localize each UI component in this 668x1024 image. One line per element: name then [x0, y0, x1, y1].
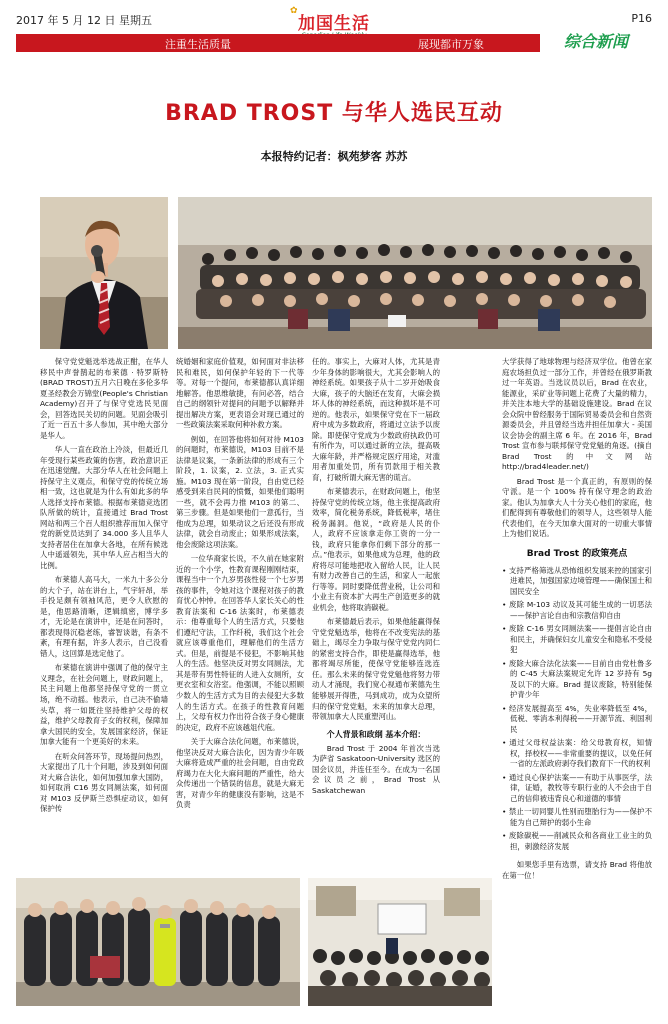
paragraph: 布莱德最后表示，如果他能赢得保守党党魁选举，他将在不改变宪法的基础上，竭尽全力争取与保守党党内同仁的紧密支持合作，即使是赢得选举，他都将竭尽所能，使保守党能够连选连任。那么未来的保守党党魁他将努力带动人才涌现，我们宽心视通布莱德先生能够展开得胜，马到成功，成为众望所归的保守党党魁，未来的加拿大总理，带领加拿大人民重塑河山。	[312, 617, 440, 722]
article-title: BRAD TROST 与华人选民互动	[165, 101, 503, 126]
paragraph: 一位华裔家长说，不久前在她家附近的一个小学，性教育课程刚刚结束，课程当中一个九岁男孩性侵一个七岁男孩的事件，令她对这个课程对孩子的教育忧心忡忡。在回答华人家长关心的性教育法案和 C-16 法案时，布莱德表示：他尊重每个人的生活方式，只要他们遵纪守法，工作纤税，我们这个社会就应该尊重他们，理解他们的生活方式。但是，前提是不侵犯，不影响其他人的生活。他坚决反对男女同厕法，尤其是带有男性特征的人进入女厕所，女更衣室和女浴室。他强调，不能以照顾少数人的生活方式为目的去侵犯大多数人的生活方式。在孩子的性教育问题上，父母有权力作出符合孩子身心健康的决定，政府不应该越俎代庖。	[176, 554, 304, 732]
highlight-item: • 废除大麻合法化法案——目前自由党杜鲁多的 C-45 大麻法案规定允许 12 岁持有 5g 及以下的大麻。Brad 提议废除，特别能保护青少年	[502, 659, 652, 701]
paragraph: 例如，在回答他将如何对待 M103 的问题时，布莱德说，M103 目前不是法律是议案，一条新法律的形成有三个阶段，1. 议案，2. 立法，3. 正式实施。M103 现在第一阶段，自由党已经感受到来自民间的愤慨，如果他们聪明一些，就不会再力推 M103 的第二、第三步骤。但是如果他们一意孤行，当他成为总理，如果动议之后还没有形成法律，就会自动废止；如果形成法案，他会废除这项法案。	[176, 434, 304, 549]
paragraph: 布莱德人高马大，一米九十多公分的大个子，站在讲台上，气宇轩昂，举手投足颇有领袖风范，更令人欣慰的是，他思路清晰，逻辑缜密，博学多才，无论是在演讲中，还是在问答时，都表现得沉稳老练，睿智谈谐，有条不紊，有理有据，许多人表示，自己没看错人，这回算是选定他了。	[40, 575, 168, 658]
highlight-item: • 废除 C-16 男女同厕法案——提倡言论自由和民主，并确保妇女儿童安全和隐私不受侵犯	[502, 624, 652, 656]
paragraph: 统婚姻和家庭价值观，如何面对非法移民和难民，如何保护年轻的下一代等等。对每一个提问，布莱德都认真详细地解答。他思维敏捷，有问必答，结合自己的纲领针对提问的问题予以解释并提出解决方案，更表语会对现已通过的一些政策法案采取何种补救方案。	[176, 357, 304, 430]
paragraph: 华人一直在政治上冷淡，但最近几年受现行某些政策的伤害，政治意识正在迅速觉醒。大部分华人在社会问题上持保守主义观点，和保守党的传统立场相一致，这也就是为什么有如此多的华人选择支持布莱德。根据布莱德竞选团队所做的统计，直接通过 Brad Trost 网站和两三个百人组织推荐而加入保守党的新党员达到了 34.000 多人且华人支持者居住在加拿大各地，在所有候选人中遥遥领先，其中华人应占相当大的比例。	[40, 445, 168, 570]
logo-leaf-icon: ✿	[290, 6, 298, 16]
article-byline: 本报特约记者：枫苑梦客 苏苏	[260, 150, 408, 163]
issue-date: 2017 年 5 月 12 日 星期五	[16, 14, 152, 27]
highlight-item: • 废除 M-103 动议及其可能生成的一切恶法——保护言论自由和宗教信仰自由	[502, 600, 652, 621]
slogan-left: 注重生活质量	[165, 38, 231, 51]
text-column-3	[312, 357, 440, 800]
paragraph: Brad Trost 是一个真正的，有原则的保守派。是一个 100% 持有保守理念的政治家。他认为加拿大人十分关心他们的家庭，他们配得到有尊敬他们的领导人，这些领导人能代表他们，在今天加拿大面对的一切重大事情上为他们说话。	[502, 476, 652, 539]
slogan-right: 展现都市万象	[418, 38, 484, 51]
highlights-heading: Brad Trost 的政策亮点	[526, 548, 628, 559]
paragraph: 保守党党魁选举选战正酣，在华人移民中声誉鹊起的布莱德 · 特罗斯特(BRAD TROST)五月六日晚在多伦多华夏圣经教会万锦堂(People's Christian Academy)召开了与保守党选民见面会，回答选民关切的问题。见面会吸引了近一百五十多人参加，其中绝大部分是华人。	[40, 357, 168, 440]
group-photo	[178, 197, 652, 349]
page-number: P16	[631, 12, 652, 25]
highlight-item: • 废除碳税——削减民众和各商业工业主的负担，刺激经济发展	[502, 831, 652, 852]
bio-heading: 个人背景和政纲 基本介绍：	[326, 729, 426, 739]
paragraph: 大学获得了地球物理与经济双学位。他曾在家庭农场担负过一部分工作，并曾经在俄罗斯教过一年英语。当选议员以后，Brad 在农业，能源业，采矿业等问题上花费了大量的精力，并关注本地大学的基础设施建设。Brad 在议会众院中曾经服务于国际贸易委员会和自然资源委员会，并且曾经当选并担任加拿大 - 美国议会协会的副主席 6 年。在 2016 年，Brad Trost 宣布参与联邦保守党党魁的角逐。(摘自 Brad Trost 的中文网站 http://brad4leader.net/)	[502, 357, 652, 472]
text-column-2	[176, 357, 304, 815]
logo-text: 加国生活	[298, 14, 370, 34]
bio-paragraph: Brad Trost 于 2004 年首次当选为萨省 Saskatoon-University 选区的国会议员，并连任至今。在成为一名国会议员之前，Brad Trost 从 Saskatchewan	[312, 743, 440, 795]
paragraph: 关于大麻合法化问题，布莱德说，他坚决反对大麻合法化，因为青少年吸大麻将造成严重的社会问题，自由党政府竭力在大化大麻问题的严重性，给大众传递出一个错误的信息，就是大麻无害，对青少年的健康没有影响，这是不负责	[176, 737, 304, 810]
text-column-1	[40, 357, 168, 819]
highlights-list	[502, 566, 652, 853]
highlight-item: • 通过良心保护法案——有助于从事医学，法律，证婚，教牧等专职行业的人不会由于自己的信仰被违背良心和道德的事情	[502, 773, 652, 805]
paragraph: 任的。事实上，大麻对人体，尤其是青少年身体的影响很大，尤其会影响人的神经系统。如果孩子从十二岁开始吸食大麻，孩子的大脑还在发育，大麻会损坏人体的神经系统，而这种损坏是不可逆的。他表示，如果保守党在下一届政府中成为多数政府，将通过立法予以废除。即使保守党成为少数政府执政仍可有所作为，可以通过新的立法，提高吸大麻年龄，并严格规定医疗用途，对滥用者加重处罚，所有罚款用于相关教育，打破所谓大麻无害的谎言。	[312, 357, 440, 482]
highlight-item: • 通过父母权益法案：给父母教育权，知情权，择校权——非常重要的提议，以免任何一省的左派政府剥夺我们教育下一代的权利	[502, 738, 652, 770]
highlight-item: • 支持严格筛选从恐怖组织发展来控的国家引进难民，加强国家边境管理——确保国土和国民安全	[502, 566, 652, 598]
supporters-photo	[16, 878, 300, 1006]
section-name: 综合新闻	[540, 30, 652, 54]
paragraph: 布莱德表示，在财政问题上，他坚持保守党的传统立场，他主张提高政府效率，简化税务系统，降低税率，堵住税务漏洞。他说，“政府是人民的仆人，政府不应该拿走你工资的一分一钱，政府只能拿你们剩下部分的那一点。”他表示，如果他成为总理，他的政府将尽可能地把收入留给人民，让人民有财力改善自己的生活，和家人一起旅行等等。同时要降低营业税，让公司和小业主有资本扩大再生产创造更多的就业机会，他将取消碳税。	[312, 487, 440, 612]
highlight-item: • 禁止一切同婴儿性别而堕胎行为——保护不能为自己辩护的弱小生命	[502, 807, 652, 828]
audience-photo	[308, 878, 492, 1006]
closing-paragraph: 如果您手里有选票，请支持 Brad 将他放在第一位！	[502, 860, 652, 880]
speaker-photo	[40, 197, 168, 349]
paragraph: 在听众问答环节，现场提问热烈，大家提出了几十个问题，涉及到如何面对大麻合法化，如何加强加拿大国防，如何取消 C16 男女同厕法案，如何面对 M103 反伊斯兰恐惧症动议，如何保护传	[40, 751, 168, 814]
text-column-4	[502, 357, 652, 885]
highlight-item: • 经济发展提高至 4%，失业率降低至 4%，低税、零消本利得税——开源节流、利国利民	[502, 704, 652, 736]
paragraph: 布莱德在演讲中强调了他的保守主义理念，在社会问题上，财政问题上，民主问题上他都坚持保守党的一贯立场，绝不动摇。他表示，自己决不偷墙头草，将一如既往坚持维护父母的权益，维护父母教育子女的权利，保障加拿大国民的安全，发展国家经济，保证加拿大能有一个更美好的未来。	[40, 663, 168, 747]
